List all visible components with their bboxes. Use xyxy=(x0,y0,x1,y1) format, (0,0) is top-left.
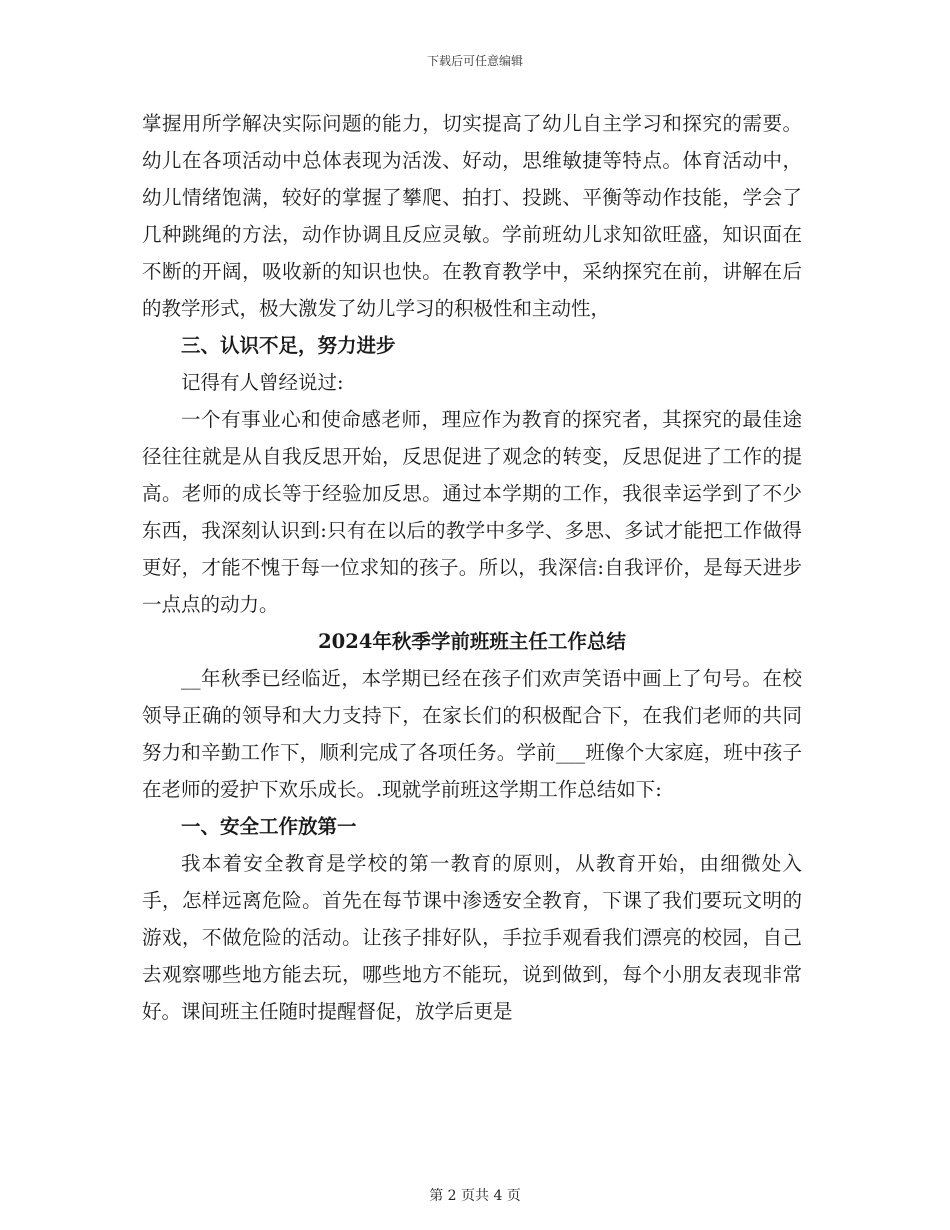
page-footer: 第 2 页共 4 页 xyxy=(429,1188,521,1204)
page-header: 下载后可任意编辑 xyxy=(426,54,523,68)
paragraph-3: 一个有事业心和使命感老师，理应作为教育的探究者，其探究的最佳途径往往就是从自我反思开始，反思促进了观念的转变，反思促进了工作的提高。老师的成长等于经验加反思。通过本学期的工作，我很幸运学到了不少东西，我深刻认识到:只有在以后的教学中多学、多思、多试才能把工作做得更好，才能不愧于每一位求知的孩子。所以，我深信:自我评价，是每天进步一点点的动力。 xyxy=(142,408,802,616)
document-body xyxy=(142,105,802,1030)
paragraph-1: 掌握用所学解决实际问题的能力，切实提高了幼儿自主学习和探究的需要。幼儿在各项活动中总体表现为活泼、好动，思维敏捷等特点。体育活动中，幼儿情绪饱满，较好的掌握了攀爬、拍打、投跳、平衡等动作技能，学会了几种跳绳的方法，动作协调且反应灵敏。学前班幼儿求知欲旺盛，知识面在不断的开阔，吸收新的知识也快。在教育教学中，采纳探究在前，讲解在后的教学形式，极大激发了幼儿学习的积极性和主动性， xyxy=(142,112,802,320)
document-title: 2024年秋季学前班班主任工作总结 xyxy=(318,630,626,653)
paragraph-4: __年秋季已经临近，本学期已经在孩子们欢声笑语中画上了句号。在校领导正确的领导和大力支持下，在家长们的积极配合下，在我们老师的共同努力和辛勤工作下，顺利完成了各项任务。学前___班像个大家庭，班中孩子在老师的爱护下欢乐成长。.现就学前班这学期工作总结如下: xyxy=(142,667,802,801)
section-heading-1: 一、安全工作放第一 xyxy=(181,815,357,838)
section-heading-3: 三、认识不足，努力进步 xyxy=(181,334,396,357)
paragraph-5: 我本着安全教育是学校的第一教育的原则，从教育开始，由细微处入手，怎样远离危险。首先在每节课中渗透安全教育，下课了我们要玩文明的游戏，不做危险的活动。让孩子排好队，手拉手观看我们漂亮的校园，自己去观察哪些地方能去玩，哪些地方不能玩，说到做到，每个小朋友表现非常好。课间班主任随时提醒督促，放学后更是 xyxy=(142,852,802,1023)
paragraph-2: 记得有人曾经说过: xyxy=(181,371,344,394)
